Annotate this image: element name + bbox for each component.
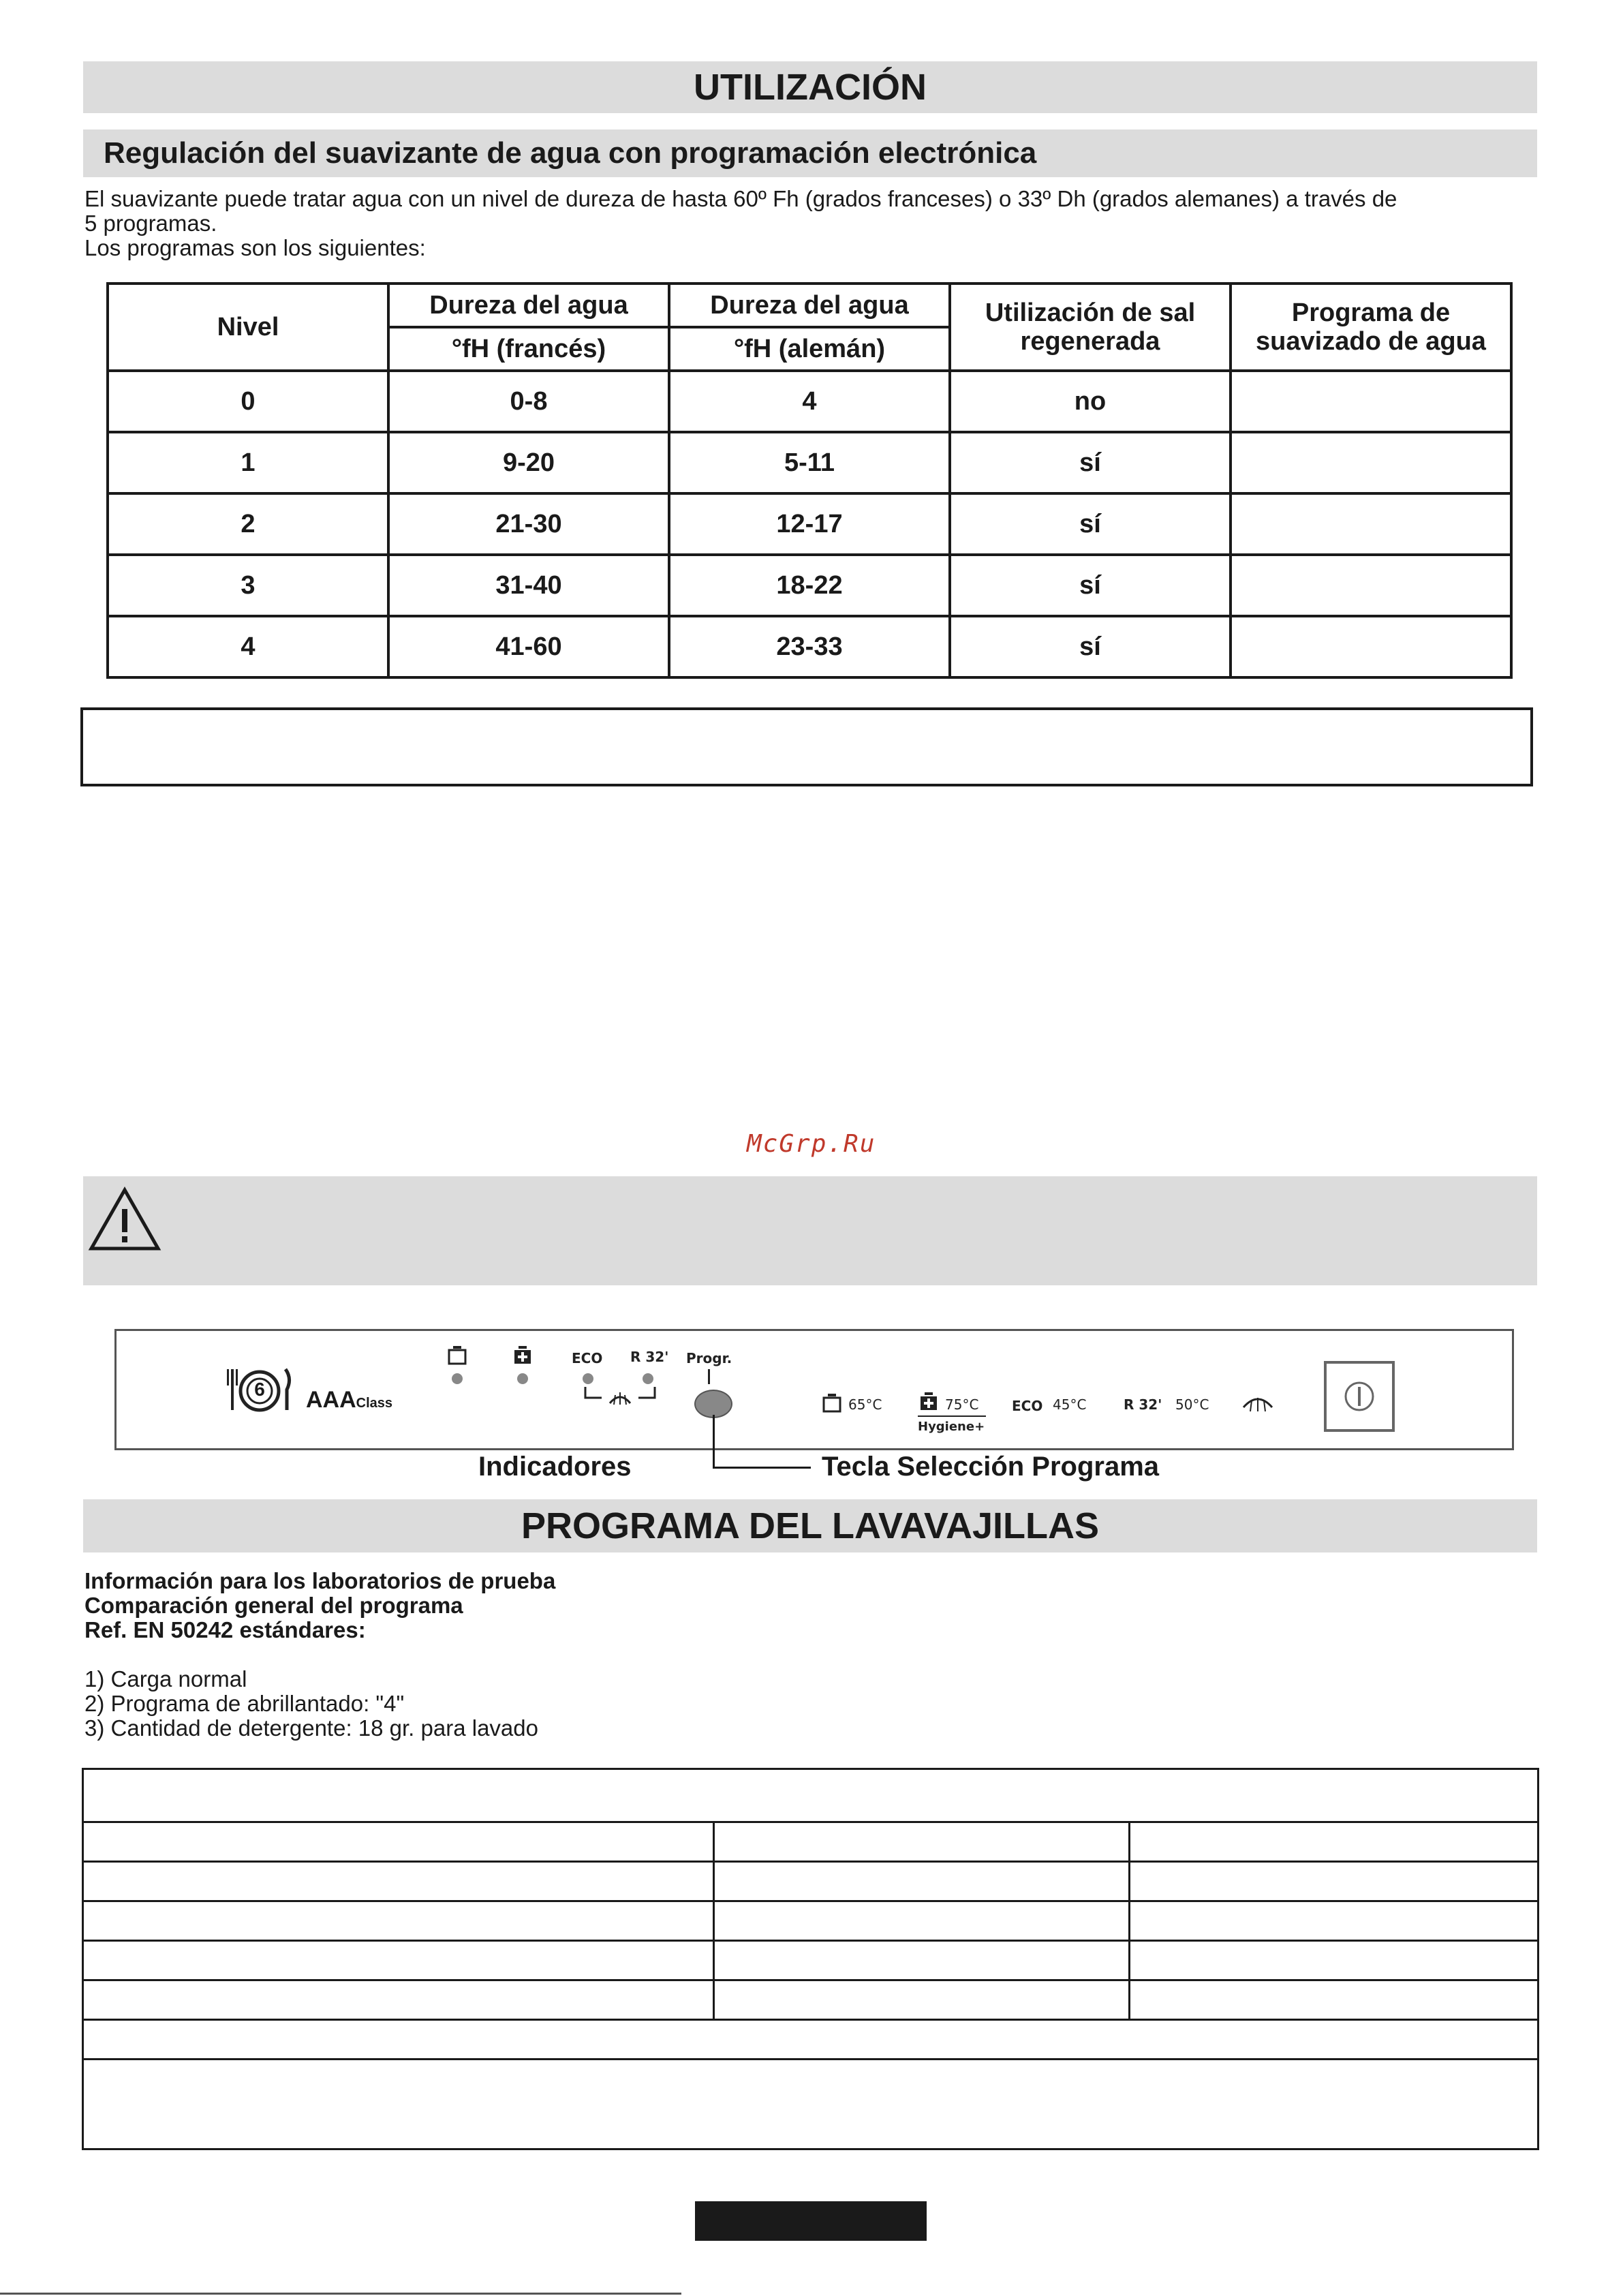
rapid-indicator-led — [643, 1373, 653, 1384]
eco-indicator-label: ECO — [572, 1350, 603, 1366]
power-icon — [1342, 1379, 1377, 1414]
pot-icon — [821, 1392, 843, 1414]
energy-class-suffix: Class — [356, 1396, 393, 1411]
table-row — [83, 1822, 1539, 1862]
header-hardness-de: Dureza del agua — [669, 284, 950, 327]
warning-bar — [83, 1176, 1537, 1285]
cell-program — [1231, 432, 1511, 493]
header-program: Programa de suavizado de agua — [1231, 284, 1511, 371]
hygiene-indicator-led — [517, 1373, 528, 1384]
lab-item-1: 1) Carga normal — [84, 1666, 247, 1692]
cell-salt: sí — [950, 432, 1231, 493]
cell-level: 4 — [108, 616, 388, 677]
table-row — [108, 493, 1511, 555]
progr-label: Progr. — [686, 1350, 732, 1366]
program-key-label: Tecla Selección Programa — [822, 1452, 1160, 1482]
rapid-indicator-label: R 32' — [630, 1349, 669, 1365]
table-row — [83, 1901, 1539, 1941]
intro-line-1: El suavizante puede tratar agua con un nivel de dureza de hasta 60º Fh (grados franceses) o 33º Dh (grados alemanes) a través de — [84, 186, 1397, 211]
program-50-label: 50°C — [1175, 1396, 1209, 1413]
cell-level: 1 — [108, 432, 388, 493]
callout-line-vertical — [713, 1415, 715, 1468]
table-row — [83, 1980, 1539, 2020]
hygiene-indicator-icon — [512, 1345, 534, 1366]
table-row — [108, 555, 1511, 616]
program-45-label: 45°C — [1053, 1396, 1087, 1413]
table-row — [83, 1941, 1539, 1980]
callout-line-horizontal — [713, 1467, 811, 1469]
intro-line-3: Los programas son los siguientes: — [84, 235, 426, 260]
program-comparison-table — [82, 1768, 1539, 2150]
header-level: Nivel — [108, 284, 388, 371]
watermark: McGrp.Ru — [747, 1130, 876, 1158]
cell-salt: sí — [950, 493, 1231, 555]
lab-item-2: 2) Programa de abrillantado: "4" — [84, 1691, 405, 1716]
pot-indicator-icon — [446, 1345, 468, 1366]
cell-level: 3 — [108, 555, 388, 616]
pot-indicator-led — [452, 1373, 463, 1384]
cell-level: 0 — [108, 371, 388, 432]
cell-program — [1231, 616, 1511, 677]
table-row — [83, 1769, 1539, 1822]
lab-info-line-3: Ref. EN 50242 estándares: — [84, 1617, 366, 1642]
energy-class-rating: AAA — [306, 1387, 356, 1413]
table-row — [83, 2020, 1539, 2060]
table-header-row — [108, 284, 1511, 327]
power-button[interactable] — [1324, 1361, 1395, 1432]
hygiene-icon — [918, 1391, 940, 1413]
page-title: UTILIZACIÓN — [83, 61, 1537, 113]
program-65-label: 65°C — [848, 1396, 882, 1413]
header-hardness-fr: Dureza del agua — [388, 284, 669, 327]
cell-level: 2 — [108, 493, 388, 555]
cell-fr: 9-20 — [388, 432, 669, 493]
eco-indicator-led — [583, 1373, 593, 1384]
lab-info — [84, 1569, 1107, 1741]
lab-item-3: 3) Cantidad de detergente: 18 gr. para lavado — [84, 1715, 538, 1741]
warning-icon — [87, 1186, 162, 1254]
note-box — [80, 707, 1533, 786]
table-row — [83, 2060, 1539, 2149]
cell-de: 12-17 — [669, 493, 950, 555]
header-unit-de: °fH (alemán) — [669, 327, 950, 371]
cell-de: 5-11 — [669, 432, 950, 493]
header-salt: Utilización de sal regenerada — [950, 284, 1231, 371]
indicators-label: Indicadores — [478, 1452, 632, 1482]
cell-salt: sí — [950, 555, 1231, 616]
control-panel — [114, 1329, 1514, 1450]
page-number-tab — [695, 2201, 927, 2241]
program-select-button[interactable] — [694, 1390, 732, 1418]
cell-salt: sí — [950, 616, 1231, 677]
cell-fr: 31-40 — [388, 555, 669, 616]
hardness-table — [106, 282, 1513, 679]
cell-fr: 41-60 — [388, 616, 669, 677]
cell-de: 23-33 — [669, 616, 950, 677]
program-eco-prefix: ECO — [1012, 1398, 1043, 1414]
program-75-label: 75°C — [945, 1396, 979, 1413]
cell-fr: 21-30 — [388, 493, 669, 555]
energy-class — [306, 1387, 392, 1413]
section-heading-programs: PROGRAMA DEL LAVAVAJILLAS — [83, 1499, 1537, 1552]
cell-fr: 0-8 — [388, 371, 669, 432]
table-row — [108, 616, 1511, 677]
intro-line-2: 5 programas. — [84, 211, 217, 236]
cell-program — [1231, 555, 1511, 616]
hygiene-underline — [918, 1415, 986, 1417]
lab-info-line-2: Comparación general del programa — [84, 1593, 463, 1618]
rinse-aid-icon — [1241, 1391, 1275, 1414]
cell-program — [1231, 371, 1511, 432]
progr-tick — [708, 1369, 710, 1384]
hygiene-plus-label: Hygiene+ — [918, 1420, 985, 1434]
header-unit-fr: °fH (francés) — [388, 327, 669, 371]
cell-program — [1231, 493, 1511, 555]
rinse-aid-bracket-icon — [583, 1386, 658, 1413]
program-rapid-prefix: R 32' — [1124, 1396, 1162, 1413]
table-row — [83, 1862, 1539, 1901]
table-row — [108, 432, 1511, 493]
cell-de: 18-22 — [669, 555, 950, 616]
intro-paragraph — [84, 187, 1539, 260]
cell-de: 4 — [669, 371, 950, 432]
place-settings-count: 6 — [254, 1379, 265, 1400]
section-heading-softener: Regulación del suavizante de agua con programación electrónica — [83, 129, 1537, 177]
cell-salt: no — [950, 371, 1231, 432]
table-row — [108, 371, 1511, 432]
lab-info-line-1: Información para los laboratorios de prueba — [84, 1568, 556, 1593]
page-edge-line — [0, 2293, 681, 2295]
